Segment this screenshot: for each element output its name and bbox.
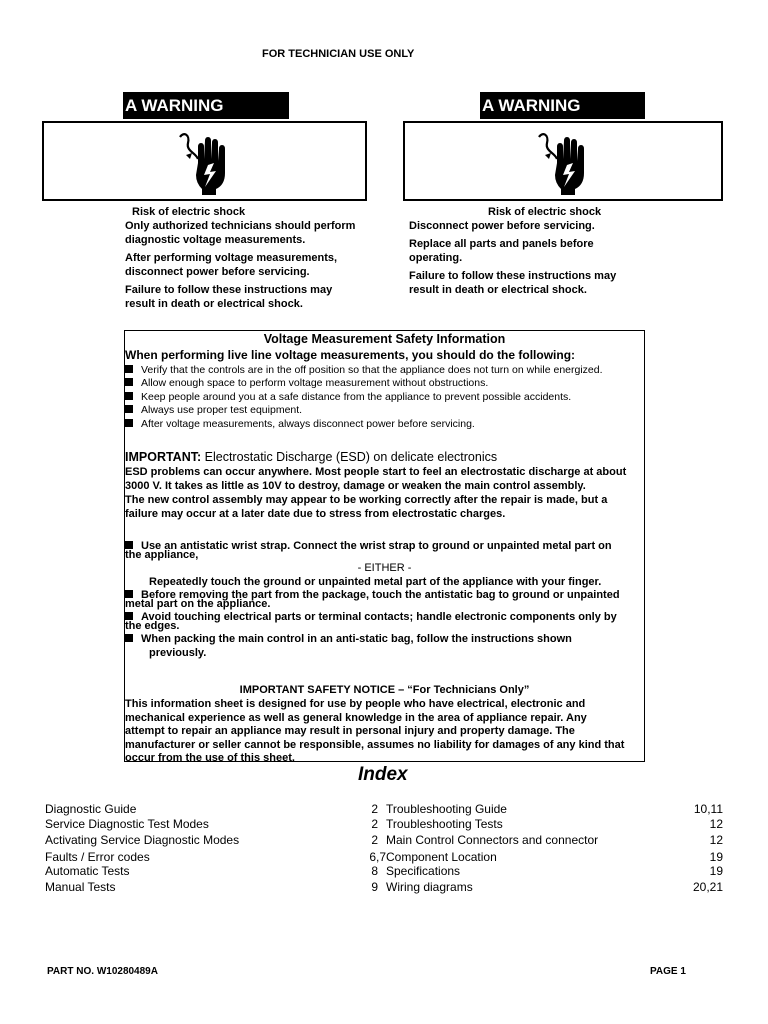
esd-paragraph-line: failure may occur at a later date due to stress from electrostatic charges. [125, 508, 506, 520]
esd-wrist-strap: Use an antistatic wrist strap. Connect the wrist strap to ground or unpainted metal part on [125, 540, 612, 554]
esd-pack: When packing the main control in an anti-static bag, follow the instructions shown [125, 633, 572, 647]
footer-part-number: PART NO. W10280489A [47, 966, 158, 977]
safety-bullet: Always use proper test equipment. [125, 404, 302, 416]
index-entry-label: Faults / Error codes [45, 850, 150, 864]
esd-avoid-cont: the edges. [125, 620, 180, 632]
index-entry-page: 20,21 [692, 880, 723, 894]
electric-shock-hand-icon [533, 129, 589, 197]
index-entry-label: Manual Tests [45, 880, 116, 894]
index-entry-page: 12 [709, 817, 723, 831]
index-entry-label: Diagnostic Guide [45, 802, 137, 816]
esd-remove: Before removing the part from the package, touch the antistatic bag to ground or unpainted [125, 589, 620, 603]
safety-bullet: After voltage measurements, always disconnect power before servicing. [125, 418, 475, 430]
safety-bullet: Allow enough space to perform voltage measurement without obstructions. [125, 377, 488, 389]
safety-notice-line: manufacturer or seller cannot be responsible, assumes no liability for damages of any kind that [125, 739, 625, 751]
esd-wrist-strap-cont: the appliance, [125, 549, 199, 561]
warning-line: Failure to follow these instructions may result in death or electrical shock. [409, 270, 617, 296]
bullet-square-icon [125, 378, 133, 386]
esd-remove-cont: metal part on the appliance. [125, 598, 271, 610]
bullet-square-icon [125, 365, 133, 373]
index-entry-page: 10,11 [693, 802, 723, 816]
safety-intro: When performing live line voltage measurements, you should do the following: [125, 348, 576, 362]
index-entry-label: Service Diagnostic Test Modes [45, 817, 209, 831]
warning-box-left [42, 121, 367, 201]
esd-heading: IMPORTANT: Electrostatic Discharge (ESD) on delicate electronics [125, 450, 498, 464]
safety-bullet: Keep people around you at a safe distance from the appliance to prevent possible accidents. [125, 391, 571, 403]
esd-touch: Repeatedly touch the ground or unpainted metal part of the appliance with your finger. [149, 576, 602, 588]
esd-paragraph-line: 3000 V. It takes as little as 10V to destroy, damage or weaken the main control assembly. [125, 480, 586, 492]
index-entry-page: 19 [709, 864, 723, 878]
warning-line: Disconnect power before servicing. [409, 220, 595, 232]
index-entry-page: 9 [371, 880, 378, 894]
safety-notice-line: This information sheet is designed for use by people who have electrical, electronic and [125, 698, 586, 710]
electric-shock-hand-icon [174, 129, 230, 197]
warning-box-right [403, 121, 723, 201]
safety-bullet: Verify that the controls are in the off position so that the appliance does not turn on while energized. [125, 364, 603, 376]
index-title: Index [358, 764, 408, 785]
safety-title: Voltage Measurement Safety Information [263, 332, 506, 346]
bullet-square-icon [125, 405, 133, 413]
bullet-square-icon [125, 419, 133, 427]
safety-notice-line: attempt to repair an appliance may result in personal injury and property damage. The [125, 725, 575, 737]
bullet-square-icon [125, 590, 133, 598]
index-entry-label: Automatic Tests [45, 864, 130, 878]
warning-banner-left: A WARNING [123, 92, 289, 119]
index-entry-page: 2 [371, 802, 378, 816]
esd-either: - EITHER - [357, 562, 412, 574]
warning-line: Replace all parts and panels before operating. [409, 238, 594, 264]
index-entry-label: Main Control Connectors and connector [386, 833, 599, 847]
esd-avoid: Avoid touching electrical parts or terminal contacts; handle electronic components only by [125, 611, 617, 625]
index-entry-label: Wiring diagrams [386, 880, 473, 894]
index-entry-page: 2 [371, 817, 378, 831]
index-entry-page: 2 [371, 833, 378, 847]
header-technician-only: FOR TECHNICIAN USE ONLY [262, 48, 415, 60]
warning-line: After performing voltage measurements, disconnect power before servicing. [125, 252, 338, 278]
safety-notice-line: mechanical experience as well as general knowledge in the area of appliance repair. Any [125, 712, 587, 724]
index-entry-page: 12 [709, 833, 723, 847]
index-entry-label: Troubleshooting Tests [386, 817, 503, 831]
warning-line: Failure to follow these instructions may result in death or electrical shock. [125, 284, 333, 310]
bullet-square-icon [125, 634, 133, 642]
index-entry-page: 19 [709, 850, 723, 864]
bullet-square-icon [125, 392, 133, 400]
index-entry-label: Component Location [386, 850, 497, 864]
index-entry-page: 6,7 [369, 850, 386, 864]
esd-paragraph-line: ESD problems can occur anywhere. Most people start to feel an electrostatic discharge at about [125, 466, 627, 478]
bullet-square-icon [125, 612, 133, 620]
bullet-square-icon [125, 541, 133, 549]
index-entry-label: Specifications [386, 864, 461, 878]
esd-pack-cont: previously. [149, 647, 207, 659]
esd-paragraph-line: The new control assembly may appear to be working correctly after the repair is made, but a [125, 494, 608, 506]
safety-notice-line: occur from the use of this sheet. [125, 752, 295, 764]
footer-page-number: PAGE 1 [650, 966, 686, 977]
warning-banner-right: A WARNING [480, 92, 645, 119]
index-entry-page: 8 [371, 864, 378, 878]
safety-notice-title: IMPORTANT SAFETY NOTICE – “For Technicians Only” [239, 684, 530, 696]
warning-text-right [409, 219, 639, 297]
index-entry-label: Activating Service Diagnostic Modes [45, 833, 240, 847]
index-entry-label: Troubleshooting Guide [386, 802, 507, 816]
warning-risk-right: Risk of electric shock [488, 206, 602, 218]
warning-risk-left: Risk of electric shock [132, 206, 246, 218]
safety-info-box [124, 330, 645, 762]
warning-line: Only authorized technicians should perform diagnostic voltage measurements. [125, 220, 356, 246]
warning-text-left [125, 219, 365, 311]
